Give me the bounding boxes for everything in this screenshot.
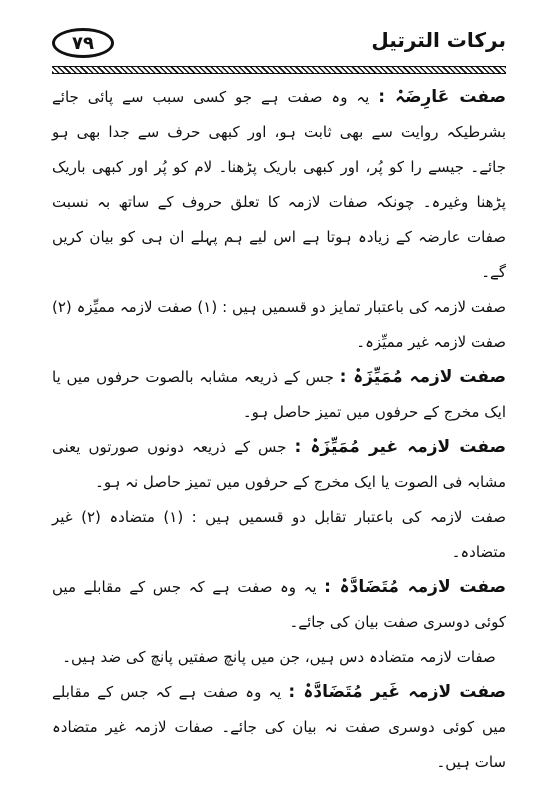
header-rule <box>52 66 506 74</box>
page-number-badge <box>52 28 114 58</box>
paragraph-text: صفت لازمہ کی باعتبار تمایز دو قسمیں ہیں : (۱) صفت لازمہ ممیِّزہ (۲) صفت لازمہ غیر ممیِّزہ۔ <box>52 298 506 351</box>
paragraph-text: یہ وہ صفت ہے کہ جس کے مقابلے میں کوئی دوسری صفت نہ بیان کی جائے۔ صفات لازمہ غیر متضادہ سات ہیں۔ <box>52 683 506 771</box>
paragraph <box>52 430 506 500</box>
page-header <box>52 22 506 70</box>
paragraph-text: صفات لازمہ متضادہ دس ہیں، جن میں پانچ صفتیں پانچ کی ضد ہیں۔ <box>62 648 496 666</box>
term-heading: صفت لازمہ غَیر مُتَضَادَّہْ : <box>288 682 507 702</box>
page-number: ۷۹ <box>72 32 94 54</box>
paragraph <box>52 360 506 430</box>
term-heading: صفت لازمہ مُتَضَادَّہْ : <box>324 577 506 597</box>
paragraph-text: یہ وہ صفت ہے کہ جس کے مقابلے میں کوئی دوسری صفت بیان کی جائے۔ <box>52 578 506 631</box>
paragraph <box>52 640 506 675</box>
paragraph <box>52 500 506 570</box>
term-heading: صفت لازمہ غیر مُمَیِّزَہْ : <box>294 437 507 457</box>
paragraph <box>52 290 506 360</box>
paragraph-text: جس کے ذریعہ دونوں صورتوں یعنی مشابہ فی الصوت یا ایک مخرج کے حرفوں میں تمیز حاصل نہ ہو۔ <box>52 438 506 491</box>
term-heading: صفت عَارِضَہْ : <box>378 87 507 107</box>
term-heading: صفت لازمہ مُمَیِّزَہْ : <box>339 367 506 387</box>
paragraph-text: یہ وہ صفت ہے جو کسی سبب سے پائی جائے بشرطیکہ روایت سے بھی ثابت ہو، اور کبھی حرف سے جدا بھی ہو جائے۔ جیسے را کو پُر، اور کبھی باریک پڑھنا۔ لام کو پُر اور کبھی باریک پڑھنا وغیرہ۔ چونکہ صفات لازمہ کا تعلق حروف کے ساتھ بہ نسبت صفات عارضہ کے زیادہ ہوتا ہے اس لیے ہم پہلے ان ہی کو بیان کریں گے۔ <box>52 88 506 281</box>
paragraph <box>52 570 506 640</box>
book-title: برکات الترتیل <box>371 28 506 52</box>
paragraph-text: صفت لازمہ کی باعتبار تقابل دو قسمیں ہیں : (۱) متضادہ (۲) غیر متضادہ۔ <box>52 508 506 561</box>
paragraph-text: جس کے ذریعہ مشابہ بالصوت حرفوں میں یا ایک مخرج کے حرفوں میں تمیز حاصل ہو۔ <box>52 368 506 421</box>
page-body <box>52 80 506 780</box>
paragraph <box>52 675 506 780</box>
paragraph <box>52 80 506 290</box>
